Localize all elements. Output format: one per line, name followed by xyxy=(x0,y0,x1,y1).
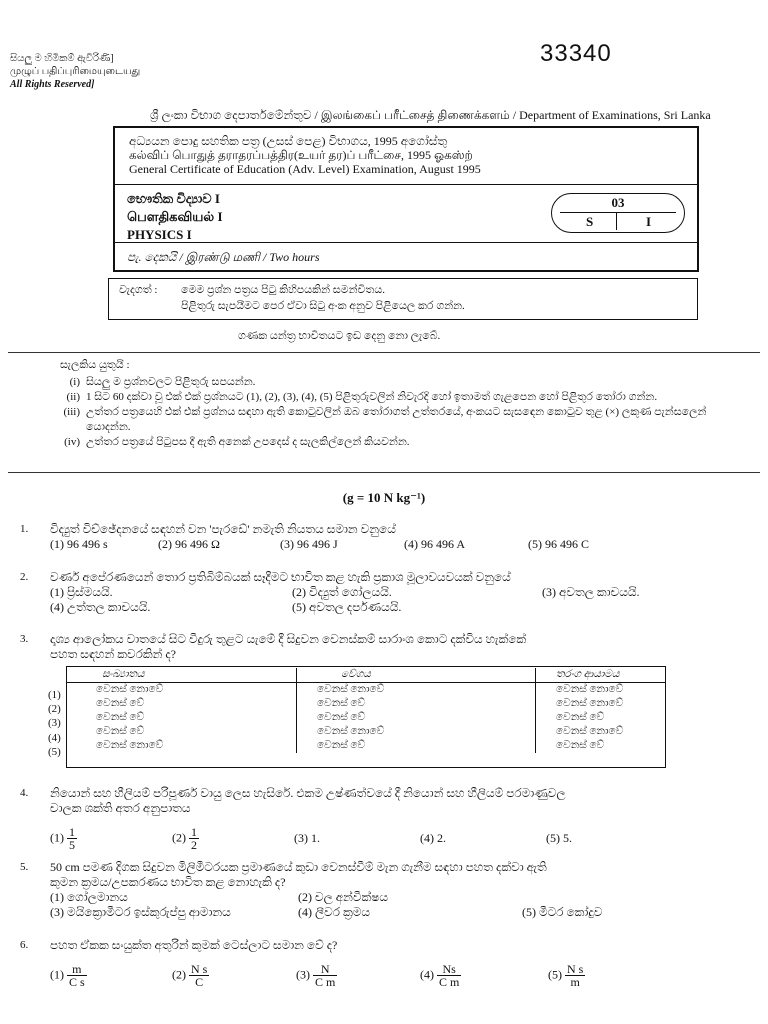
calculator-notice: ගණක යන්ත්‍ර භාවිතයට ඉඩ දෙනු නො ලැබේ. xyxy=(238,330,441,342)
instruction-item: (iv) උත්තර පත්‍රයේ පිටුපස දී ඇති අනෙක් උපදෙස් ද සැලකිල්ලෙන් කියවන්න. xyxy=(64,436,410,448)
option: (4) ලීවර ක්‍රමය xyxy=(298,905,371,919)
subject-code: 03 xyxy=(611,195,625,210)
subject-sinhala: භෞතික විද්‍යාව I xyxy=(127,191,220,206)
exam-header-box xyxy=(113,126,699,272)
option: (1) $\frac{1}{5}$ xyxy=(50,825,75,852)
option: (3) අවතල කාචයයි. xyxy=(542,585,640,599)
gravity-constant: (g = 10 N kg⁻¹) xyxy=(342,490,426,505)
option: (5) 96 496 C xyxy=(528,537,589,551)
option: (5) මීටර කෝදුව xyxy=(522,905,603,919)
rights-notice xyxy=(10,52,140,91)
subject-tamil: பௌதிகவியல் I xyxy=(127,209,223,224)
question-text: විද්‍යුත් විච්ඡේදනයේ සඳහන් වන 'පැරඩේ' නමැති නියතය සමාන වනුයේ xyxy=(50,522,396,536)
instructions xyxy=(54,358,734,450)
note-line: මෙම ප්‍රශ්න පත්‍රය පිටු කිහිපයකින් සමන්විතය. xyxy=(181,284,386,296)
question-text: පහත ඒකක සංයුක්ත අතුරින් කුමක් ටෙස්ලාට සමාන වේ ද? xyxy=(50,938,338,952)
col-header: සංඛ්‍යාතය xyxy=(66,668,297,683)
option: (1) 96 496 s xyxy=(50,537,108,551)
question-options xyxy=(50,905,740,920)
subject-english: PHYSICS I xyxy=(127,227,192,242)
option: (2) $\frac{1}{2}$ xyxy=(172,825,197,852)
option: (2) විද්‍යුත් ගෝලයයි. xyxy=(292,585,392,599)
question-options xyxy=(50,890,740,905)
instructions-title: සැලකිය යුතුයි : xyxy=(60,359,130,371)
question-text: පහත සඳහන් කවරකින් ද? xyxy=(50,647,177,661)
question-options xyxy=(50,537,740,552)
option: (1) ගෝලමානය xyxy=(50,890,128,904)
duration: පැ. දෙකයි / இரண்டு மணி / Two hours xyxy=(127,250,320,264)
question-3: 3. දෘශ්‍ය ආලෝකය වාතයේ සිට වීදුරු තුළට යැමේ දී සිදුවන වෙනස්කම් සාරාංශ කොට දක්විය හැක්කේ පහත සඳහන් කවරකින් ද? xyxy=(20,632,740,662)
divider xyxy=(8,472,760,473)
note-line: පිළිතුරු සැපයීමට පෙර ඒවා සිටු අංක අනුව පිළියෙල කර ගන්න. xyxy=(181,300,465,312)
subject-title xyxy=(127,190,223,244)
header-divider xyxy=(115,184,697,185)
question-options xyxy=(50,600,740,615)
important-note-box xyxy=(108,278,698,320)
exam-title-sinhala: අධ්‍යයන පොදු සහතික පත්‍ර (උසස් පෙළ) විභාගය, 1995 අගෝස්තු xyxy=(129,134,448,148)
option: (2) 96 496 Ω xyxy=(158,537,220,551)
option: (4) උත්තල කාචයයි. xyxy=(50,600,151,614)
option: (1) ප්‍රිස්මයයි. xyxy=(50,585,113,599)
row-labels: (1) (2) (3) (4) (5) xyxy=(48,689,61,758)
col-header: තරංග ආයාමය xyxy=(536,668,667,683)
option: (4) 96 496 A xyxy=(404,537,465,551)
col-header: වේගය xyxy=(297,668,536,683)
option: (2) $\frac{\text{N s}}{C}$ xyxy=(172,962,208,989)
question-6: 6. පහත ඒකක සංයුක්ත අතුරින් කුමක් ටෙස්ලාට සමාන වේ ද? (1) $\frac{m}{\text{C s}}$ (2) $\frac{\text{N s}}{C}$ (3) $\frac{N}{\text{C m}}$ (4) $\frac{Ns}{\text{C m}}$ (5) $\frac{\text{N s}}{m}$ xyxy=(20,938,740,988)
rights-line-tamil: முழுப் பதிப்புரிமையுடையது xyxy=(10,66,141,77)
question-options xyxy=(50,585,740,600)
question-5: 5. 50 cm පමණ දිගක සිදුවන මිලිමීටරයක ප්‍රමාණයේ කුඩා වෙනස්වීම් මැන ගැනීම සඳහා පහත දක්වා ඇති කුමන ක්‍රමය/උපකරණය භාවිත කළ නොහැකි ද? (1) ගෝලමානය (2) චල අන්වීක්ෂය (3) මයික්‍රොමීටර ඉස්කුරුප්පු ආමානය (4) ලීවර ක්‍රමය (5) මීටර කෝදුව xyxy=(20,860,740,920)
question-text: චාලක ශක්ති අතර අනුපාතය xyxy=(50,801,191,815)
rights-line-english: All Rights Reserved] xyxy=(10,79,95,90)
option: (2) චල අන්වීක්ෂය xyxy=(298,890,389,904)
paper-code-box xyxy=(551,193,685,233)
question-2: 2. වර්ණ අපේරණයෙන් තොර ප්‍රතිබිම්බයක් සෑදීමට භාවිත කළ හැකි ප්‍රකාශ මූලාවයවයක් වනුයේ (1) ප්‍රිස්මයයි. (2) විද්‍යුත් ගෝලයයි. (3) අවතල කාචයයි. (4) උත්තල කාචයයි. (5) අවතල දර්පණයයි. xyxy=(20,570,740,615)
paper-code: 33340 xyxy=(540,40,612,67)
exam-title xyxy=(129,134,481,176)
q3-table: සංඛ්‍යාතය වේගය තරංග ආයාමය වෙනස් නොවේ වෙනස් නොවේ වෙනස් නොවේ වෙනස් වේ වෙනස් වේ වෙනස් නොවේ වෙනස් වේ වෙනස් වේ වෙනස් වේ වෙනස් වේ වෙනස් නොවේ වෙනස් නොවේ වෙනස් නොවේ වෙනස් වේ වෙනස් වේ (1) (2) (3) (4) (5) xyxy=(30,666,650,770)
rights-line-sinhala: සියලු ම හිමිකම් ඇවිරිණි] xyxy=(10,53,114,64)
question-options xyxy=(50,963,740,988)
option: (1) $\frac{m}{\text{C s}}$ xyxy=(50,962,85,989)
question-text: වර්ණ අපේරණයෙන් තොර ප්‍රතිබිම්බයක් සෑදීමට භාවිත කළ හැකි ප්‍රකාශ මූලාවයවයක් වනුයේ xyxy=(50,570,511,584)
option: (3) 96 496 J xyxy=(280,537,338,551)
option: (4) $\frac{Ns}{\text{C m}}$ xyxy=(420,962,460,989)
option: (5) $\frac{\text{N s}}{m}$ xyxy=(548,962,584,989)
divider xyxy=(8,352,760,353)
instruction-item: (iii) උත්තර පත්‍රයෙහි එක් එක් ප්‍රශ්නය සඳහා ඇති කොටුවලින් ඔබ තෝරාගත් උත්තරයේ, අංකයට සැසඳෙන කොටුව තුළ (×) ලකුණ පැන්සලෙන් යොදන්න. xyxy=(63,406,707,433)
question-text: 50 cm පමණ දිගක සිදුවන මිලිමීටරයක ප්‍රමාණයේ කුඩා වෙනස්වීම් මැන ගැනීම සඳහා පහත දක්වා ඇති xyxy=(50,860,547,874)
option: (3) මයික්‍රොමීටර ඉස්කුරුප්පු ආමානය xyxy=(50,905,231,919)
question-text: දෘශ්‍ය ආලෝකය වාතයේ සිට වීදුරු තුළට යැමේ දී සිදුවන වෙනස්කම් සාරාංශ කොට දක්විය හැක්කේ xyxy=(50,632,527,646)
question-options xyxy=(50,826,740,851)
code-s: S xyxy=(586,214,594,229)
note-label: වැදගත් : xyxy=(119,284,158,296)
instruction-item: (ii) 1 සිට 60 දක්වා වූ එක් එක් ප්‍රශ්නයට (1), (2), (3), (4), (5) පිළිතුරුවලින් නිවැරදි හෝ ඉතාමත් ගැළපෙන හෝ පිළිතුර තෝරා ගන්න. xyxy=(66,391,658,403)
exam-title-english: General Certificate of Education (Adv. Level) Examination, August 1995 xyxy=(129,162,481,176)
question-4: 4. නියොන් සහ හීලියම් පරිපූර්ණ වායු ලෙස හැසිරේ. එකම උෂ්ණත්වයේ දී නියොන් සහ හීලියම් පරමාණුවල චාලක ශක්ති අතර අනුපාතය (1) $\frac{1}{5}$ (2) $\frac{1}{2}$ (3) 1. (4) 2. (5) 5. xyxy=(20,786,740,851)
department-line: ශ්‍රී ලංකා විභාග දෙපාර්තමේන්තුව / இலங்கைப் பரீட்சைத் திணைக்களம் / Department of Examinations, Sri Lanka xyxy=(150,108,711,122)
instruction-item: (i) සියලු ම ප්‍රශ්නවලට පිළිතුරු සපයන්න. xyxy=(69,376,256,388)
option: (4) 2. xyxy=(420,831,446,845)
option: (5) 5. xyxy=(546,831,572,845)
option: (3) $\frac{N}{\text{C m}}$ xyxy=(296,962,336,989)
question-text: කුමන ක්‍රමය/උපකරණය භාවිත කළ නොහැකි ද? xyxy=(50,875,286,889)
option: (3) 1. xyxy=(294,831,320,845)
option: (5) අවතල දර්පණයයි. xyxy=(292,600,402,614)
question-text: නියොන් සහ හීලියම් පරිපූර්ණ වායු ලෙස හැසිරේ. එකම උෂ්ණත්වයේ දී නියොන් සහ හීලියම් පරමාණුවල xyxy=(50,786,566,800)
question-1: 1. විද්‍යුත් විච්ඡේදනයේ සඳහන් වන 'පැරඩේ' නමැති නියතය සමාන වනුයේ (1) 96 496 s (2) 96 496 Ω (3) 96 496 J (4) 96 496 A (5) 96 496 C xyxy=(20,522,740,552)
code-i: I xyxy=(646,214,652,229)
exam-title-tamil: கல்விப் பொதுத் தராதரப்பத்திர(உயர் தர)ப் பரீட்சை, 1995 ஓகஸ்ற் xyxy=(129,148,473,162)
header-divider xyxy=(115,242,697,243)
